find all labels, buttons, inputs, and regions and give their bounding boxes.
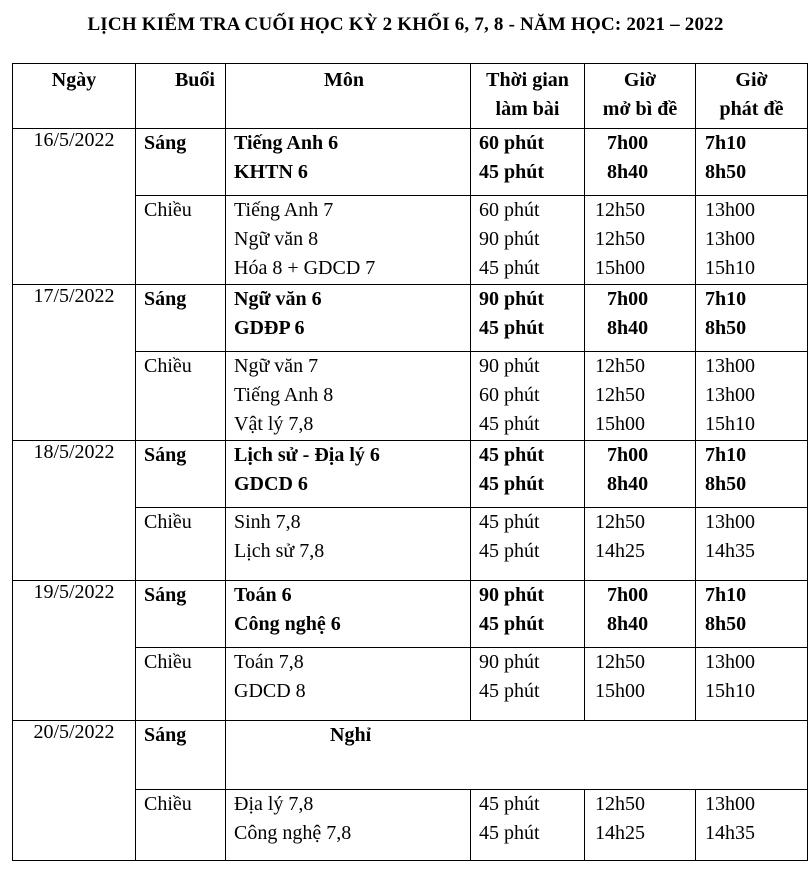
dist-time: 8h50 (705, 317, 747, 339)
open-time: 14h25 (595, 540, 645, 562)
table-row (13, 721, 808, 790)
open-time: 12h50 (595, 355, 645, 377)
duration-cell (471, 790, 585, 861)
open-time-cell (585, 352, 696, 441)
header-row (13, 64, 808, 129)
dist-time: 13h00 (705, 651, 755, 673)
subject: Sinh 7,8 (234, 511, 301, 533)
duration: 90 phút (479, 288, 545, 310)
dist-time-cell (696, 441, 808, 508)
session-cell: Chiều (136, 790, 226, 861)
subject-cell (226, 196, 471, 285)
duration: 45 phút (479, 793, 540, 815)
subject-cell (226, 648, 471, 721)
subject: Địa lý 7,8 (234, 793, 314, 815)
session-cell: Sáng (136, 581, 226, 648)
duration-cell (471, 648, 585, 721)
dist-time-cell (696, 196, 808, 285)
subject: Ngữ văn 6 (234, 288, 322, 310)
header-dist-time (696, 64, 808, 129)
open-time: 7h00 (607, 584, 649, 606)
duration-cell (471, 508, 585, 581)
header-duration-line2: làm bài (495, 98, 560, 120)
subject: GDCD 6 (234, 473, 308, 495)
rest-cell (226, 721, 808, 790)
duration: 45 phút (479, 540, 540, 562)
subject-cell (226, 352, 471, 441)
session-cell: Chiều (136, 508, 226, 581)
dist-time: 13h00 (705, 384, 755, 406)
open-time: 8h40 (607, 473, 649, 495)
dist-time-cell (696, 581, 808, 648)
session-cell: Chiều (136, 352, 226, 441)
header-subject: Môn (226, 64, 471, 129)
dist-time-cell (696, 285, 808, 352)
open-time-cell (585, 441, 696, 508)
duration: 45 phút (479, 257, 540, 279)
open-time: 12h50 (595, 199, 645, 221)
subject-cell (226, 790, 471, 861)
subject-cell (226, 129, 471, 196)
open-time: 8h40 (607, 161, 649, 183)
duration: 90 phút (479, 228, 540, 250)
subject-cell (226, 285, 471, 352)
open-time: 12h50 (595, 384, 645, 406)
header-open-line1: Giờ (623, 69, 657, 91)
duration: 45 phút (479, 317, 545, 339)
open-time: 7h00 (607, 444, 649, 466)
dist-time: 13h00 (705, 511, 755, 533)
dist-time: 15h10 (705, 257, 755, 279)
duration: 45 phút (479, 511, 540, 533)
duration: 60 phút (479, 132, 545, 154)
dist-time: 14h35 (705, 822, 755, 844)
duration: 45 phút (479, 822, 540, 844)
dist-time: 15h10 (705, 413, 755, 435)
table-row (13, 285, 808, 352)
duration: 90 phút (479, 584, 545, 606)
open-time: 15h00 (595, 680, 645, 702)
subject: Lịch sử - Địa lý 6 (234, 444, 380, 466)
dist-time: 7h10 (705, 584, 747, 606)
open-time: 12h50 (595, 651, 645, 673)
session-cell: Sáng (136, 129, 226, 196)
dist-time-cell (696, 508, 808, 581)
open-time: 14h25 (595, 822, 645, 844)
subject: Lịch sử 7,8 (234, 540, 325, 562)
exam-schedule-table (12, 63, 808, 861)
dist-time: 8h50 (705, 161, 747, 183)
table-row (13, 129, 808, 196)
subject: Tiếng Anh 6 (234, 132, 339, 154)
duration-cell (471, 196, 585, 285)
open-time: 8h40 (607, 317, 649, 339)
dist-time: 8h50 (705, 473, 747, 495)
open-time-cell (585, 581, 696, 648)
subject-cell (226, 581, 471, 648)
open-time-cell (585, 508, 696, 581)
duration-cell (471, 129, 585, 196)
header-duration-line1: Thời gian (486, 69, 569, 91)
dist-time: 7h10 (705, 288, 747, 310)
dist-time: 14h35 (705, 540, 755, 562)
subject: KHTN 6 (234, 161, 308, 183)
header-open-line2: mở bì đề (602, 98, 678, 120)
date-cell: 18/5/2022 (13, 441, 136, 581)
header-open-time (585, 64, 696, 129)
open-time: 12h50 (595, 511, 645, 533)
dist-time-cell (696, 352, 808, 441)
date-cell: 19/5/2022 (13, 581, 136, 721)
rest-label: Nghỉ (330, 724, 372, 746)
dist-time: 13h00 (705, 199, 755, 221)
duration: 45 phút (479, 473, 545, 495)
duration-cell (471, 581, 585, 648)
session-cell: Chiều (136, 648, 226, 721)
subject: Toán 7,8 (234, 651, 304, 673)
header-date: Ngày (13, 64, 136, 129)
subject: Hóa 8 + GDCD 7 (234, 257, 376, 279)
duration: 45 phút (479, 680, 540, 702)
subject: Tiếng Anh 7 (234, 199, 334, 221)
subject: Công nghệ 6 (234, 613, 341, 635)
subject-cell (226, 508, 471, 581)
duration-cell (471, 441, 585, 508)
duration: 45 phút (479, 413, 540, 435)
open-time-cell (585, 196, 696, 285)
open-time-cell (585, 790, 696, 861)
duration: 60 phút (479, 199, 540, 221)
duration: 90 phút (479, 355, 540, 377)
table-row (13, 441, 808, 508)
dist-time: 7h10 (705, 444, 747, 466)
duration: 90 phút (479, 651, 540, 673)
open-time: 8h40 (607, 613, 649, 635)
open-time-cell (585, 285, 696, 352)
date-cell: 20/5/2022 (13, 721, 136, 861)
header-dist-line2: phát đề (719, 98, 784, 120)
open-time: 15h00 (595, 257, 645, 279)
session-cell: Sáng (136, 721, 226, 790)
open-time: 15h00 (595, 413, 645, 435)
header-dist-line1: Giờ (735, 69, 768, 91)
duration: 60 phút (479, 384, 540, 406)
duration: 45 phút (479, 613, 545, 635)
subject: Ngữ văn 7 (234, 355, 319, 377)
subject: GDĐP 6 (234, 317, 305, 339)
open-time: 12h50 (595, 793, 645, 815)
subject: Toán 6 (234, 584, 292, 606)
duration-cell (471, 285, 585, 352)
dist-time: 13h00 (705, 228, 755, 250)
page-title: LỊCH KIỂM TRA CUỐI HỌC KỲ 2 KHỐI 6, 7, 8 - NĂM HỌC: 2021 – 2022 (87, 14, 724, 35)
dist-time-cell (696, 648, 808, 721)
date-cell: 16/5/2022 (13, 129, 136, 285)
duration: 45 phút (479, 161, 545, 183)
session-cell: Sáng (136, 285, 226, 352)
open-time-cell (585, 648, 696, 721)
session-cell: Chiều (136, 196, 226, 285)
duration: 45 phút (479, 444, 545, 466)
dist-time: 15h10 (705, 680, 755, 702)
dist-time: 13h00 (705, 793, 755, 815)
date-cell: 17/5/2022 (13, 285, 136, 441)
dist-time: 13h00 (705, 355, 755, 377)
header-session: Buổi (136, 64, 226, 129)
dist-time: 8h50 (705, 613, 747, 635)
open-time: 7h00 (607, 288, 649, 310)
dist-time-cell (696, 129, 808, 196)
subject: Công nghệ 7,8 (234, 822, 352, 844)
dist-time-cell (696, 790, 808, 861)
duration-cell (471, 352, 585, 441)
session-cell: Sáng (136, 441, 226, 508)
subject: Ngữ văn 8 (234, 228, 319, 250)
subject: Vật lý 7,8 (234, 413, 314, 435)
subject: GDCD 8 (234, 680, 306, 702)
table-row (13, 581, 808, 648)
dist-time: 7h10 (705, 132, 747, 154)
open-time: 7h00 (607, 132, 649, 154)
subject-cell (226, 441, 471, 508)
subject: Tiếng Anh 8 (234, 384, 334, 406)
open-time: 12h50 (595, 228, 645, 250)
header-duration (471, 64, 585, 129)
open-time-cell (585, 129, 696, 196)
